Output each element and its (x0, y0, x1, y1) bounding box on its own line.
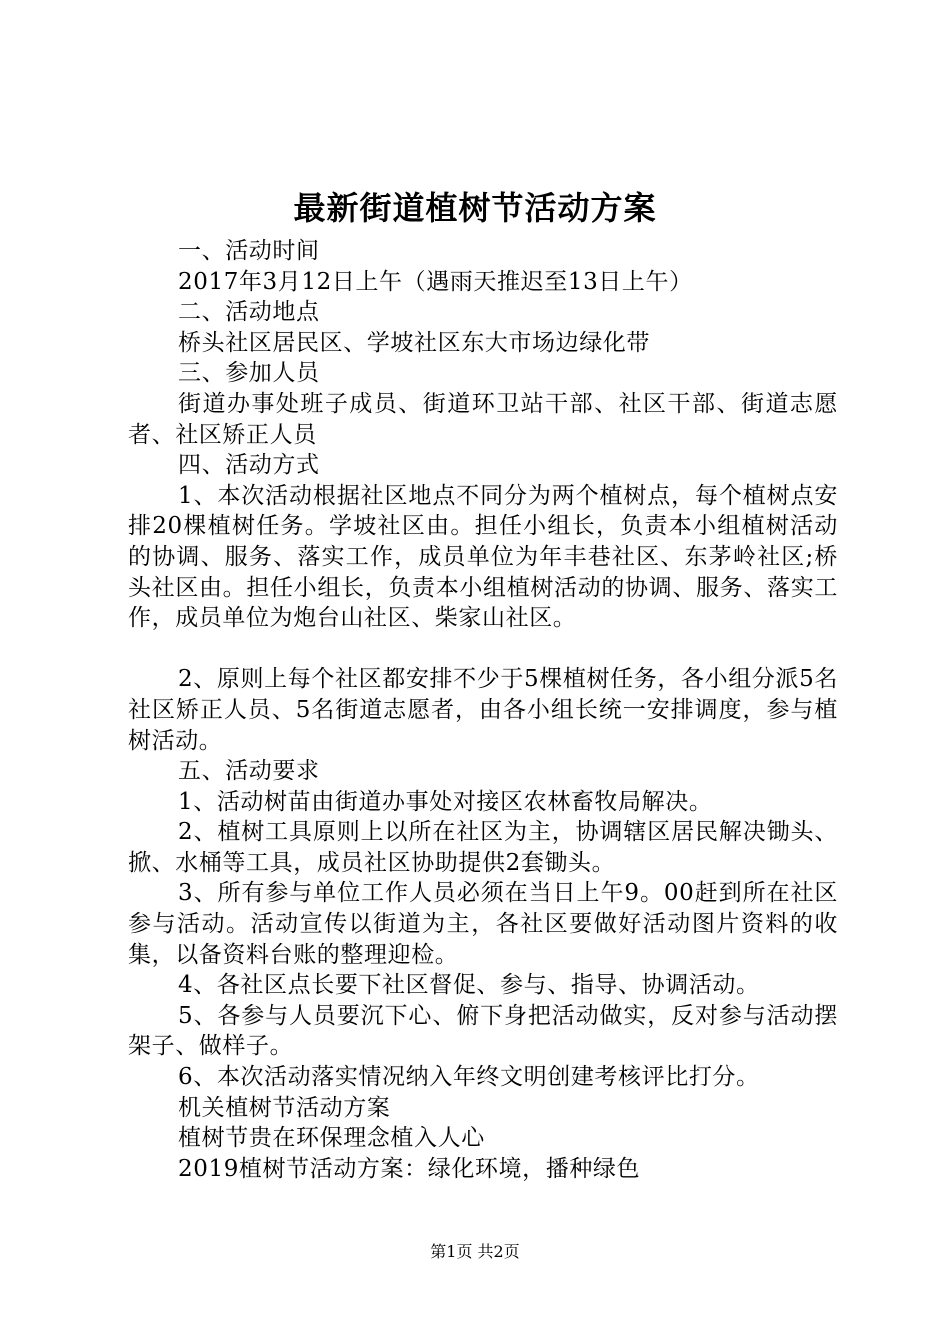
document-body (128, 236, 838, 1184)
paragraph-requirement-6: 6、本次活动落实情况纳入年终文明创建考核评比打分。 (178, 1064, 760, 1091)
related-title-2: 植树节贵在环保理念植入人心 (178, 1125, 485, 1152)
paragraph-method-2: 2、原则上每个社区都安排不少于5棵植树任务，各小组分派5名社区矫正人员、5名街道志愿者，由各小组长统一安排调度，参与植树活动。 (128, 666, 838, 754)
paragraph-requirement-2: 2、植树工具原则上以所在社区为主，协调辖区居民解决锄头、掀、水桶等工具，成员社区协助提供2套锄头。 (128, 819, 838, 876)
heading-activity-time: 一、活动时间 (178, 238, 320, 264)
heading-activity-method: 四、活动方式 (178, 452, 320, 479)
heading-activity-requirements: 五、活动要求 (178, 758, 320, 785)
heading-activity-location: 二、活动地点 (178, 299, 320, 326)
page-number-footer: 第1页 共2页 (430, 1242, 520, 1261)
paragraph-requirement-1: 1、活动树苗由街道办事处对接区农林畜牧局解决。 (178, 788, 713, 815)
paragraph-activity-location: 桥头社区居民区、学坡社区东大市场边绿化带 (178, 329, 650, 356)
paragraph-requirement-3: 3、所有参与单位工作人员必须在当日上午9。00赶到所在社区参与活动。活动宣传以街道为主，各社区要做好活动图片资料的收集，以备资料台账的整理迎检。 (128, 880, 838, 968)
related-title-3: 2019植树节活动方案：绿化环境，播种绿色 (178, 1155, 641, 1182)
paragraph-requirement-5: 5、各参与人员要沉下心、俯下身把活动做实，反对参与活动摆架子、做样子。 (128, 1002, 838, 1060)
paragraph-requirement-4: 4、各社区点长要下社区督促、参与、指导、协调活动。 (178, 972, 760, 999)
paragraph-spacer (128, 634, 838, 665)
document-title: 最新街道植树节活动方案 (293, 189, 657, 227)
paragraph-activity-time: 2017年3月12日上午（遇雨天推迟至13日上午） (178, 268, 693, 295)
paragraph-method-1: 1、本次活动根据社区地点不同分为两个植树点，每个植树点安排20棵植树任务。学坡社区由。担任小组长，负责本小组植树活动的协调、服务、落实工作，成员单位为年丰巷社区、东茅岭社区;桥头社区由。担任小组长，负责本小组植树活动的协调、服务、落实工作，成员单位为炮台山社区、柴家山社区。 (128, 482, 838, 632)
heading-participants: 三、参加人员 (178, 360, 320, 387)
paragraph-participants: 街道办事处班子成员、街道环卫站干部、社区干部、街道志愿者、社区矫正人员 (128, 390, 838, 448)
related-title-1: 机关植树节活动方案 (178, 1094, 391, 1121)
